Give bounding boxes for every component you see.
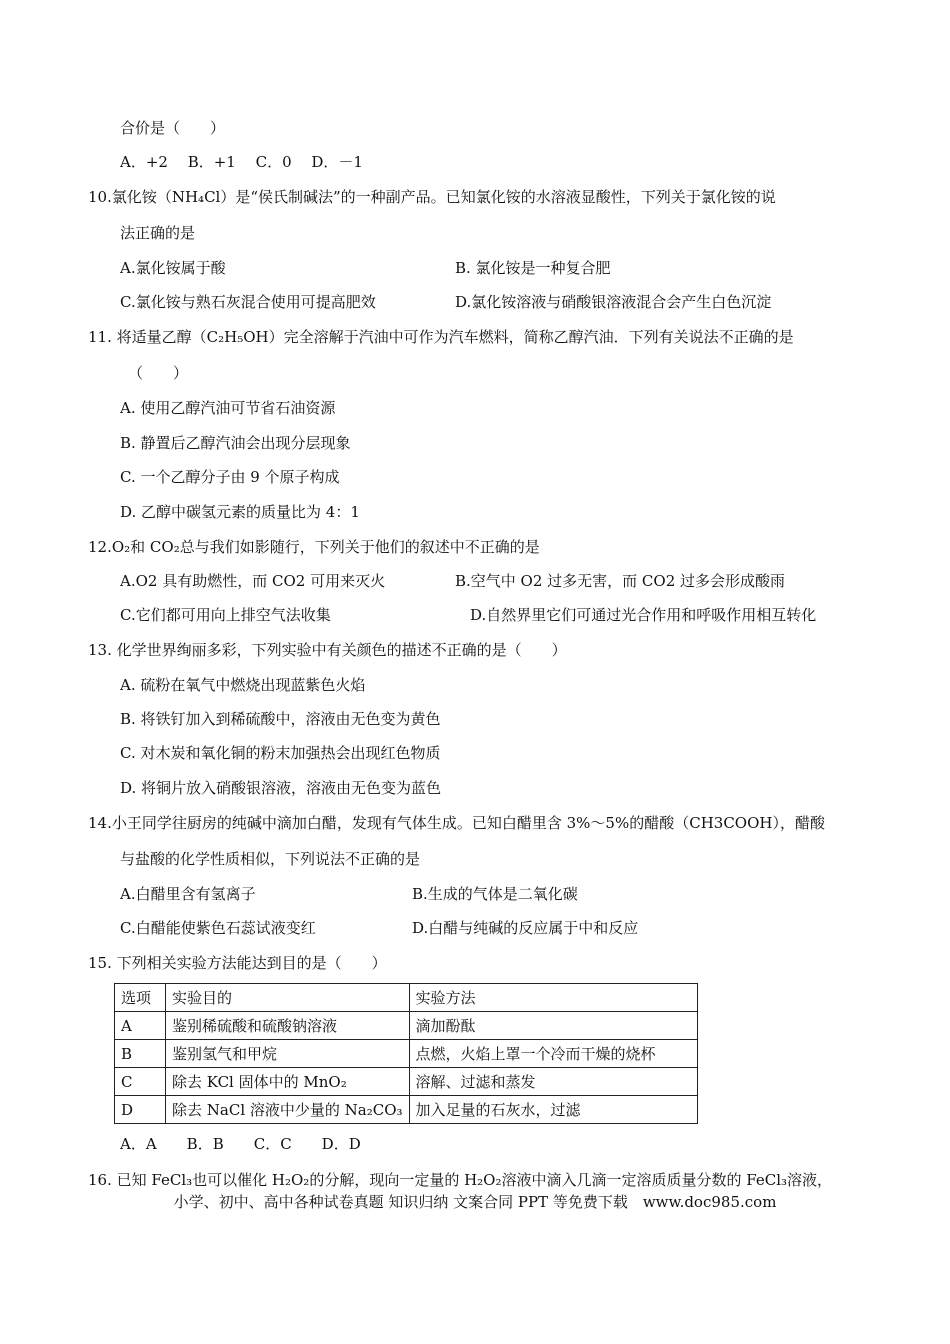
q14-option-b: B.生成的气体是二氧化碳 bbox=[412, 885, 578, 903]
q13-option-a: A. 硫粉在氧气中燃烧出现蓝紫色火焰 bbox=[120, 676, 366, 694]
table-cell: 除去 KCl 固体中的 MnO₂ bbox=[166, 1068, 410, 1096]
q11-option-d: D. 乙醇中碳氢元素的质量比为 4：1 bbox=[120, 503, 360, 521]
q11-option-c: C. 一个乙醇分子由 9 个原子构成 bbox=[120, 468, 340, 486]
q11-option-a: A. 使用乙醇汽油可节省石油资源 bbox=[120, 399, 336, 417]
q10-option-c: C.氯化铵与熟石灰混合使用可提高肥效 bbox=[120, 293, 376, 311]
table-cell: C bbox=[115, 1068, 166, 1096]
table-row bbox=[115, 1068, 698, 1096]
table-header-cell: 实验目的 bbox=[166, 984, 410, 1012]
table-cell: 鉴别稀硫酸和硫酸钠溶液 bbox=[166, 1012, 410, 1040]
q15-table bbox=[114, 983, 698, 1124]
q12-option-a: A.O2 具有助燃性，而 CO2 可用来灭火 bbox=[120, 572, 386, 590]
q14-stem-line1: 14.小王同学往厨房的纯碱中滴加白醋，发现有气体生成。已知白醋里含 3%～5%的醋酸（CH3COOH），醋酸 bbox=[88, 814, 825, 832]
q13-option-c: C. 对木炭和氧化铜的粉末加强热会出现红色物质 bbox=[120, 744, 441, 762]
table-cell: 点燃，火焰上罩一个冷而干燥的烧杯 bbox=[409, 1040, 697, 1068]
table-cell: 溶解、过滤和蒸发 bbox=[409, 1068, 697, 1096]
table-cell: 滴加酚酞 bbox=[409, 1012, 697, 1040]
table-row bbox=[115, 1096, 698, 1124]
table-header-row bbox=[115, 984, 698, 1012]
page-footer: 小学、初中、高中各种试卷真题 知识归纳 文案合同 PPT 等免费下载 www.doc985.com bbox=[173, 1193, 777, 1211]
q9-stem-continuation: 合价是（ ） bbox=[120, 119, 226, 137]
q11-option-b: B. 静置后乙醇汽油会出现分层现象 bbox=[120, 434, 351, 452]
q14-stem-line2: 与盐酸的化学性质相似，下列说法不正确的是 bbox=[120, 850, 421, 868]
q14-option-c: C.白醋能使紫色石蕊试液变红 bbox=[120, 919, 316, 937]
q16-stem-line1: 16. 已知 FeCl₃也可以催化 H₂O₂的分解，现向一定量的 H₂O₂溶液中滴入几滴一定溶质质量分数的 FeCl₃溶液， bbox=[88, 1171, 833, 1189]
q13-option-b: B. 将铁钉加入到稀硫酸中，溶液由无色变为黄色 bbox=[120, 710, 441, 728]
q11-stem-line1: 11. 将适量乙醇（C₂H₅OH）完全溶解于汽油中可作为汽车燃料，简称乙醇汽油．下列有关说法不正确的是 bbox=[88, 328, 794, 346]
table-cell: 鉴别氢气和甲烷 bbox=[166, 1040, 410, 1068]
q12-option-c: C.它们都可用向上排空气法收集 bbox=[120, 606, 331, 624]
q13-stem: 13. 化学世界绚丽多彩，下列实验中有关颜色的描述不正确的是（ ） bbox=[88, 641, 567, 659]
q10-stem-line1: 10.氯化铵（NH₄Cl）是“侯氏制碱法”的一种副产品。已知氯化铵的水溶液显酸性，下列关于氯化铵的说 bbox=[88, 188, 776, 206]
q12-option-d: D.自然界里它们可通过光合作用和呼吸作用相互转化 bbox=[470, 606, 817, 624]
table-cell: A bbox=[115, 1012, 166, 1040]
q10-option-d: D.氯化铵溶液与硝酸银溶液混合会产生白色沉淀 bbox=[455, 293, 772, 311]
table-header-cell: 实验方法 bbox=[409, 984, 697, 1012]
table-row bbox=[115, 1012, 698, 1040]
q15-stem: 15. 下列相关实验方法能达到目的是（ ） bbox=[88, 954, 387, 972]
q14-option-a: A.白醋里含有氢离子 bbox=[120, 885, 256, 903]
q10-stem-line2: 法正确的是 bbox=[120, 224, 196, 242]
q10-option-b: B. 氯化铵是一种复合肥 bbox=[455, 259, 611, 277]
q13-option-d: D. 将铜片放入硝酸银溶液，溶液由无色变为蓝色 bbox=[120, 779, 442, 797]
q11-stem-line2: （ ） bbox=[128, 364, 189, 382]
table-cell: 除去 NaCl 溶液中少量的 Na₂CO₃ bbox=[166, 1096, 410, 1124]
q10-option-a: A.氯化铵属于酸 bbox=[120, 259, 226, 277]
q15-options: A．A B．B C．C D．D bbox=[120, 1135, 361, 1153]
q9-options: A．+2 B．+1 C．0 D．－1 bbox=[120, 153, 363, 171]
table-cell: 加入足量的石灰水，过滤 bbox=[409, 1096, 697, 1124]
q12-option-b: B.空气中 O2 过多无害，而 CO2 过多会形成酸雨 bbox=[455, 572, 786, 590]
table-row bbox=[115, 1040, 698, 1068]
q12-stem: 12.O₂和 CO₂总与我们如影随行，下列关于他们的叙述中不正确的是 bbox=[88, 538, 540, 556]
table-cell: B bbox=[115, 1040, 166, 1068]
q14-option-d: D.白醋与纯碱的反应属于中和反应 bbox=[412, 919, 639, 937]
table-cell: D bbox=[115, 1096, 166, 1124]
table-header-cell: 选项 bbox=[115, 984, 166, 1012]
